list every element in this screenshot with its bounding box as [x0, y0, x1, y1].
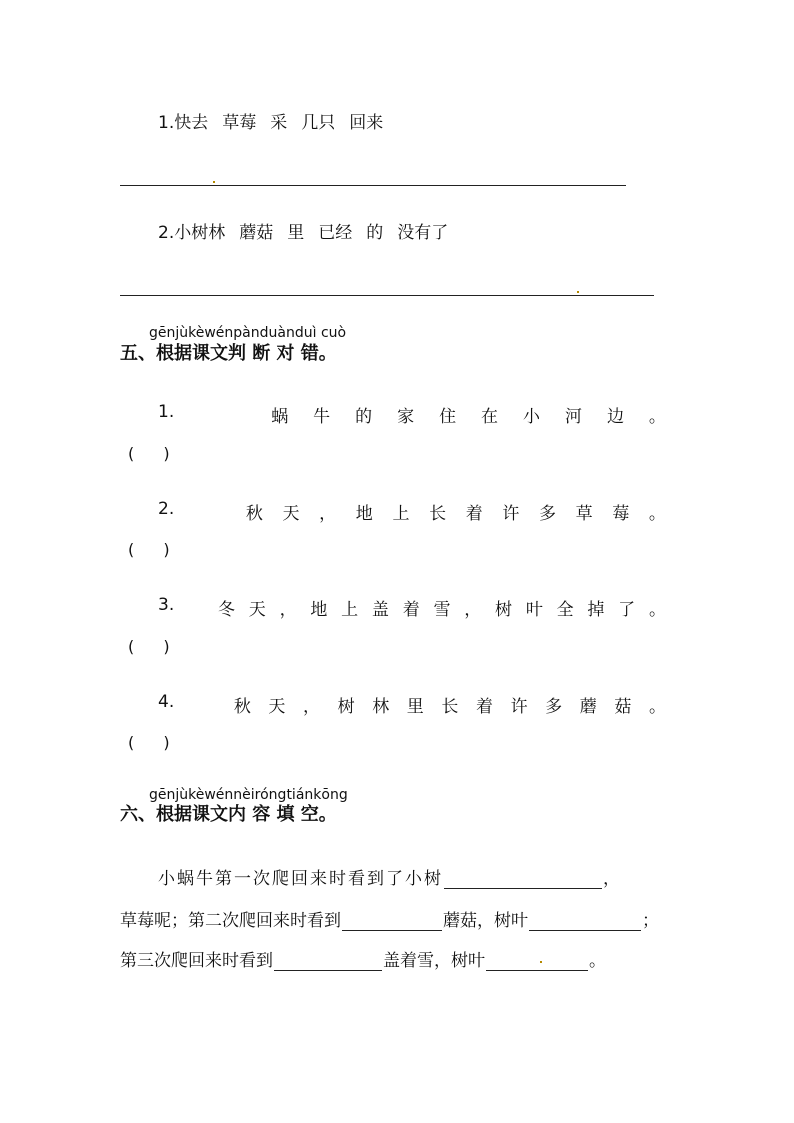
char: 里 [406, 697, 424, 717]
word: 几只 [301, 113, 336, 133]
char: 雪 [433, 600, 451, 620]
fill-text: 第三次爬回来时看到 [120, 951, 273, 971]
char: 边 [606, 407, 624, 427]
section-number: 六、 [120, 804, 156, 825]
word: 快去 [174, 113, 209, 133]
item-number: 2. [158, 499, 175, 519]
answer-paren-1[interactable]: ( ) [128, 444, 182, 463]
blank-2[interactable] [342, 912, 442, 931]
char: 天 [268, 697, 286, 717]
char: 上 [341, 600, 359, 620]
answer-paren-2[interactable]: ( ) [128, 540, 182, 559]
fill-text: ， [603, 869, 622, 889]
item-number: 1. [158, 113, 175, 133]
answer-paren-3[interactable]: ( ) [128, 637, 182, 656]
answer-line-2[interactable] [120, 295, 654, 296]
item-number: 2. [158, 223, 175, 243]
item-number: 1. [158, 402, 175, 422]
char: 河 [564, 407, 582, 427]
char: 叶 [525, 600, 543, 620]
word: 蘑菇 [239, 223, 274, 243]
char: 的 [355, 407, 373, 427]
char: 蘑 [579, 697, 597, 717]
word: 里 [287, 223, 305, 243]
char: 地 [310, 600, 328, 620]
fill-text: 。 [589, 951, 606, 971]
item-number: 3. [158, 595, 175, 615]
char: 树 [337, 697, 355, 717]
char: 牛 [313, 407, 331, 427]
char: 着 [475, 697, 493, 717]
char: 树 [495, 600, 513, 620]
fill-text: 小蜗牛第一次爬回来时看到了小树 [158, 869, 443, 889]
fill-line-2 [120, 906, 659, 931]
section-title: 根据课文判 断 对 错。 [156, 343, 337, 364]
word: 回来 [349, 113, 384, 133]
word: 采 [270, 113, 288, 133]
char: 盖 [371, 600, 389, 620]
blank-3[interactable] [529, 912, 641, 931]
fill-line-1 [158, 864, 622, 889]
fill-text: 盖着雪，树叶 [383, 951, 485, 971]
char: 在 [481, 407, 499, 427]
mark-dot [540, 961, 542, 963]
word: 已经 [318, 223, 353, 243]
fill-line-3 [120, 946, 606, 971]
char: 。 [648, 504, 666, 524]
judge-item-2 [158, 499, 666, 524]
char: 天 [282, 504, 300, 524]
answer-line-1[interactable] [120, 185, 626, 186]
char: ， [303, 697, 321, 717]
char: 许 [510, 697, 528, 717]
char: 长 [429, 504, 447, 524]
word: 草莓 [222, 113, 257, 133]
blank-4[interactable] [274, 952, 382, 971]
char: 。 [648, 407, 666, 427]
char: 上 [392, 504, 410, 524]
char: 蜗 [271, 407, 289, 427]
char: 莓 [612, 504, 630, 524]
item-number: 4. [158, 692, 175, 712]
char: 了 [618, 600, 636, 620]
char: 草 [575, 504, 593, 524]
fill-text: 蘑菇，树叶 [443, 911, 528, 931]
char: 许 [502, 504, 520, 524]
char: 。 [648, 697, 666, 717]
blank-1[interactable] [444, 870, 602, 889]
char: 着 [402, 600, 420, 620]
char: ， [279, 600, 297, 620]
section5-heading [120, 339, 337, 365]
answer-paren-4[interactable]: ( ) [128, 733, 182, 752]
reorder-item-2 [158, 218, 462, 243]
char: 家 [397, 407, 415, 427]
char: 天 [248, 600, 266, 620]
char: 冬 [218, 600, 236, 620]
blank-5[interactable] [486, 952, 588, 971]
char: 秋 [233, 697, 251, 717]
mark-dot [213, 181, 215, 183]
char: 着 [465, 504, 483, 524]
char: 菇 [614, 697, 632, 717]
word: 没有了 [397, 223, 449, 243]
reorder-item-1 [158, 108, 397, 133]
fill-text: 草莓呢；第二次爬回来时看到 [120, 911, 341, 931]
char: 地 [355, 504, 373, 524]
char: 多 [545, 697, 563, 717]
fill-text: ； [642, 911, 659, 931]
section5-pinyin: gēnjùkèwénpànduànduì cuò [149, 325, 347, 341]
judge-item-4 [158, 692, 666, 717]
char: 。 [648, 600, 666, 620]
char: 全 [556, 600, 574, 620]
mark-dot [577, 291, 579, 293]
judge-item-3 [158, 595, 666, 620]
word: 小树林 [174, 223, 226, 243]
char: ， [464, 600, 482, 620]
section-number: 五、 [120, 343, 156, 364]
judge-item-1 [158, 402, 666, 427]
word: 的 [366, 223, 384, 243]
section6-pinyin: gēnjùkèwénnèiróngtiánkōng [149, 787, 348, 803]
char: 长 [441, 697, 459, 717]
section6-heading [120, 800, 337, 826]
char: 多 [539, 504, 556, 524]
char: 住 [439, 407, 457, 427]
char: ， [319, 504, 337, 524]
char: 秋 [245, 504, 263, 524]
char: 小 [523, 407, 541, 427]
char: 林 [372, 697, 390, 717]
char: 掉 [587, 600, 605, 620]
section-title: 根据课文内 容 填 空。 [156, 804, 337, 825]
